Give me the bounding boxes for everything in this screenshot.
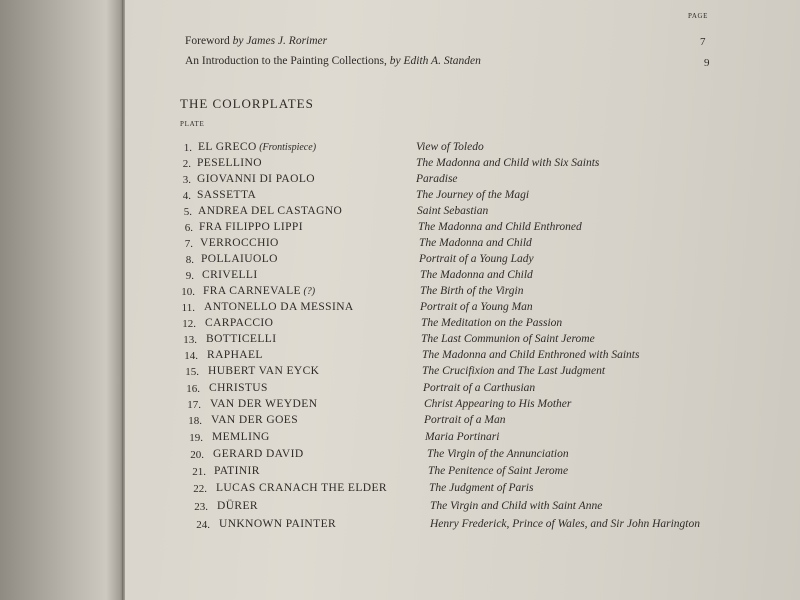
plate-title: The Journey of the Magi [416, 189, 530, 201]
plate-artist: VAN DER WEYDEN [210, 398, 318, 410]
front-matter-title: Foreword [185, 35, 230, 47]
plate-artist: HUBERT VAN EYCK [208, 365, 320, 377]
plate-artist: FRA FILIPPO LIPPI [199, 221, 303, 233]
plate-number: 5. [183, 206, 192, 218]
plate-number: 8. [185, 254, 194, 266]
front-matter-entry [185, 55, 481, 67]
plate-artist: CHRISTUS [209, 382, 268, 394]
plate-title: The Penitence of Saint Jerome [428, 465, 569, 477]
plate-artist: ANDREA DEL CASTAGNO [198, 205, 343, 217]
plate-title: The Judgment of Paris [429, 482, 534, 494]
plate-title: The Madonna and Child [420, 269, 533, 281]
plate-artist: DÜRER [217, 500, 258, 512]
plate-artist: GERARD DAVID [213, 448, 304, 460]
plate-number: 23. [194, 501, 208, 513]
plate-artist: PESELLINO [197, 157, 262, 169]
plate-number: 20. [190, 449, 204, 461]
plate-title: Saint Sebastian [417, 205, 489, 217]
front-matter-entry [185, 35, 327, 47]
plate-title: Christ Appearing to His Mother [424, 398, 572, 410]
plate-number: 1. [183, 142, 192, 154]
plate-title: Maria Portinari [425, 431, 500, 443]
plate-artist: UNKNOWN PAINTER [219, 518, 337, 530]
plate-number: 11. [181, 302, 195, 314]
front-matter-page: 7 [700, 36, 706, 48]
plate-number: 10. [181, 286, 195, 298]
plate-column-label: PLATE [180, 120, 205, 128]
plate-artist: RAPHAEL [207, 349, 263, 361]
plate-title: The Madonna and Child with Six Saints [416, 157, 600, 169]
plate-title: View of Toledo [416, 141, 484, 153]
front-matter-author: by James J. Rorimer [232, 35, 328, 47]
plate-artist: PATINIR [214, 465, 260, 477]
plate-artist: EL GRECO (Frontispiece) [198, 141, 317, 153]
plate-artist: MEMLING [212, 431, 270, 443]
plate-number: 17. [187, 399, 201, 411]
plate-title: Portrait of a Young Man [420, 301, 533, 313]
plate-number: 16. [186, 383, 200, 395]
plate-number: 2. [182, 158, 191, 170]
plate-number: 22. [193, 483, 207, 495]
plate-number: 4. [182, 190, 191, 202]
plate-number: 24. [196, 519, 210, 531]
plate-artist: CRIVELLI [202, 269, 258, 281]
plate-title: The Virgin of the Annunciation [427, 448, 569, 460]
plate-artist: VERROCCHIO [200, 237, 279, 249]
plate-number: 21. [192, 466, 206, 478]
plate-title: The Meditation on the Passion [421, 317, 563, 329]
plate-number: 3. [182, 174, 191, 186]
plate-number: 9. [185, 270, 194, 282]
plate-artist: SASSETTA [197, 189, 257, 201]
page-column-label: PAGE [688, 12, 709, 20]
plate-title: The Madonna and Child Enthroned [418, 221, 582, 233]
plate-number: 19. [189, 432, 203, 444]
plate-title: Henry Frederick, Prince of Wales, and Sir John Harington [430, 518, 700, 530]
plate-artist: VAN DER GOES [211, 414, 299, 426]
plate-title: Portrait of a Man [424, 414, 506, 426]
plate-number: 13. [183, 334, 197, 346]
plate-number: 12. [182, 318, 196, 330]
plate-note: (Frontispiece) [256, 142, 317, 153]
plate-artist: LUCAS CRANACH THE ELDER [216, 482, 387, 494]
plate-title: The Madonna and Child [419, 237, 532, 249]
section-title: THE COLORPLATES [180, 96, 314, 111]
plate-number: 7. [184, 238, 193, 250]
plate-artist: FRA CARNEVALE (?) [203, 285, 316, 297]
book-gutter [0, 0, 125, 600]
front-matter-page: 9 [704, 57, 710, 69]
plate-title: Paradise [416, 173, 458, 185]
plate-title: The Birth of the Virgin [420, 285, 524, 297]
plate-title: Portrait of a Carthusian [423, 382, 536, 394]
plate-title: The Last Communion of Saint Jerome [421, 333, 595, 345]
front-matter-author: by Edith A. Standen [389, 55, 481, 67]
plate-title: The Madonna and Child Enthroned with Saints [422, 349, 640, 361]
plate-artist: GIOVANNI DI PAOLO [197, 173, 315, 185]
plate-artist: CARPACCIO [205, 317, 274, 329]
plate-number: 15. [185, 366, 199, 378]
plate-number: 14. [184, 350, 198, 362]
front-matter-title: An Introduction to the Painting Collections, [185, 55, 387, 67]
plate-number: 18. [188, 415, 202, 427]
page-edge [122, 0, 125, 600]
plate-title: The Virgin and Child with Saint Anne [430, 500, 603, 512]
plate-artist: POLLAIUOLO [201, 253, 278, 265]
plate-artist: BOTTICELLI [206, 333, 277, 345]
plate-note: (?) [300, 286, 316, 297]
plate-title: Portrait of a Young Lady [419, 253, 534, 265]
plate-title: The Crucifixion and The Last Judgment [422, 365, 606, 377]
plate-artist: ANTONELLO DA MESSINA [204, 301, 354, 313]
plate-number: 6. [184, 222, 193, 234]
